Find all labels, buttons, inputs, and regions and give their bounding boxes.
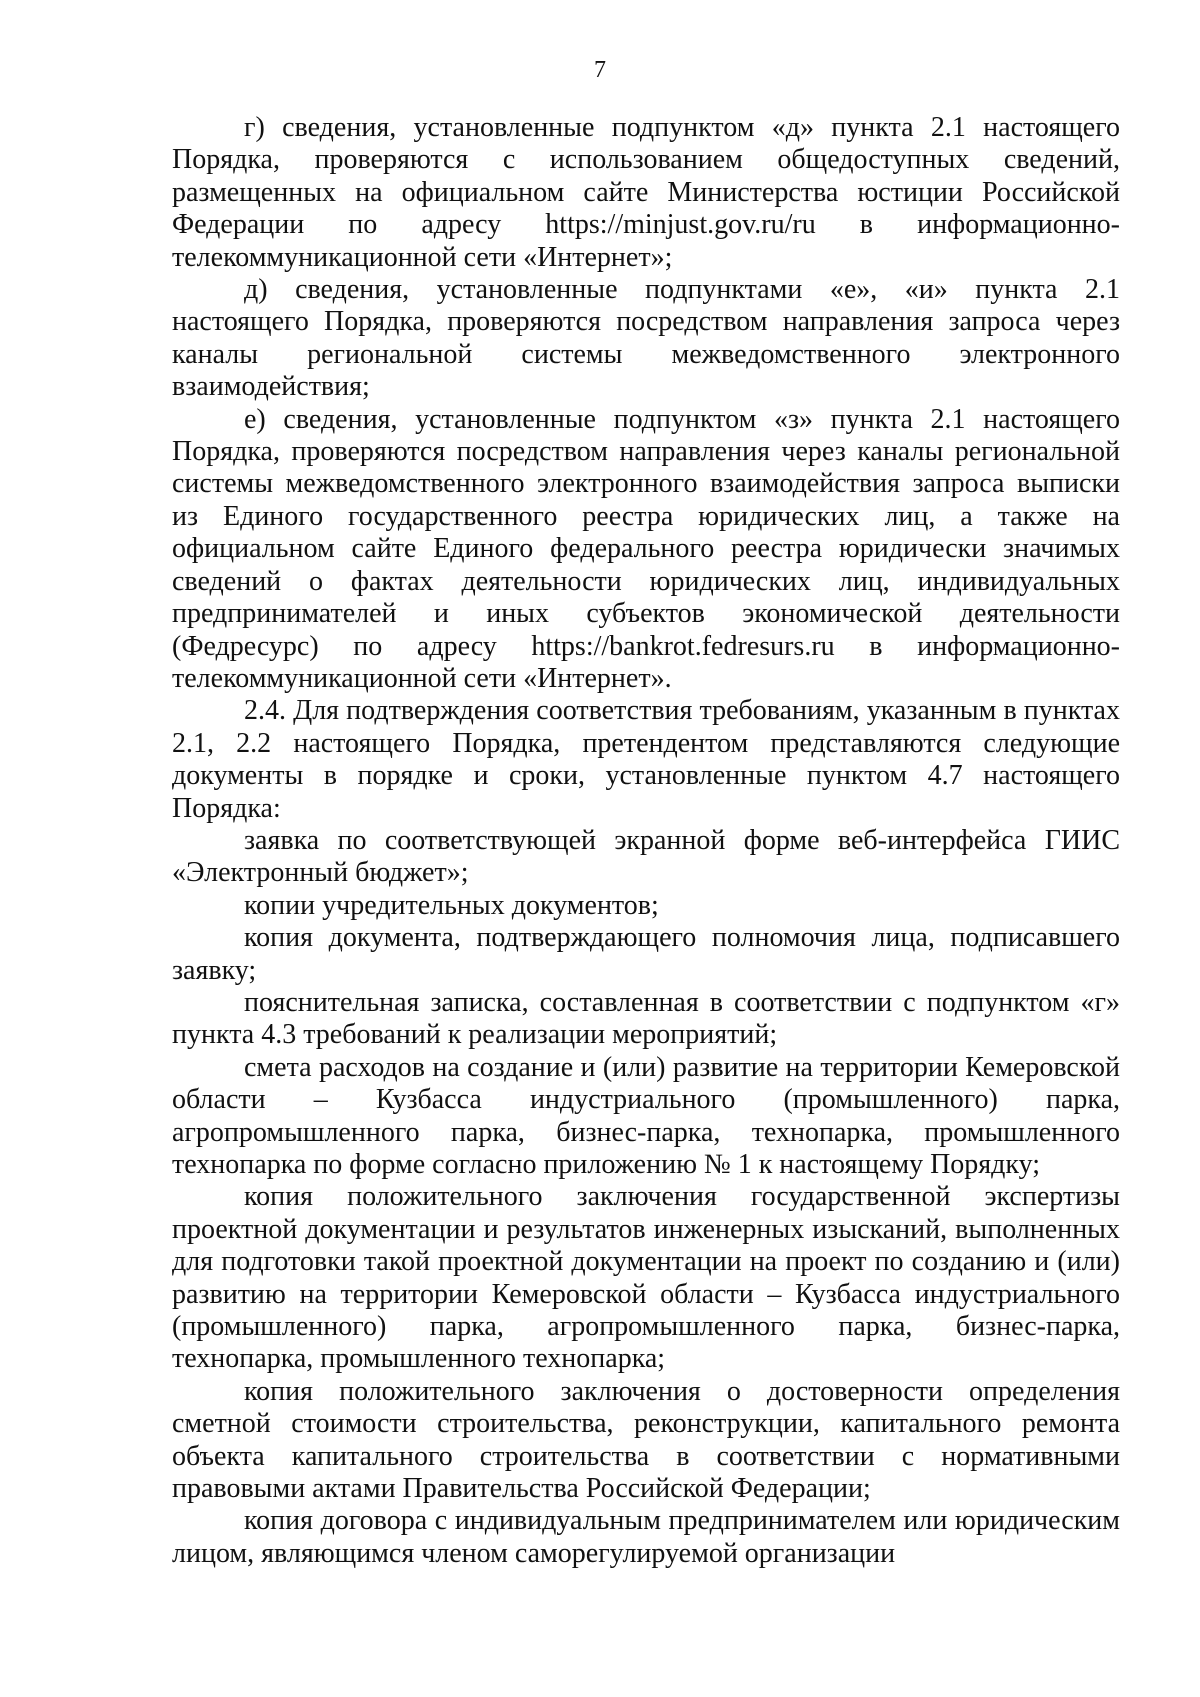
paragraph-list-explanatory-note: пояснительная записка, составленная в соответствии с подпунктом «г» пункта 4.3 требований к реализации мероприятий; (172, 986, 1120, 1051)
paragraph-list-expertise-conclusion: копия положительного заключения государственной экспертизы проектной документации и результатов инженерных изысканий, выполненных для подготовки такой проектной документации на проект по созданию и (или) развитию на территории Кемеровской области – Кузбасса индустриального (промышленного) парка, агропромышленного парка, бизнес-парка, технопарка, промышленного технопарка; (172, 1181, 1120, 1375)
page-number: 7 (594, 57, 606, 83)
paragraph-item-g: г) сведения, установленные подпунктом «д» пункта 2.1 настоящего Порядка, проверяются с использованием общедоступных сведений, размещенных на официальном сайте Министерства юстиции Российской Федерации по адресу https://minjust.gov.ru/ru в информационно-телекоммуникационной сети «Интернет»; (172, 112, 1120, 273)
paragraph-section-2-4: 2.4. Для подтверждения соответствия требованиям, указанным в пунктах 2.1, 2.2 настоящего Порядка, претендентом представляются следующие документы в порядке и сроки, установленные пунктом 4.7 настоящего Порядка: (172, 695, 1120, 824)
paragraph-item-e: е) сведения, установленные подпунктом «з» пункта 2.1 настоящего Порядка, проверяются посредством направления через каналы региональной системы межведомственного электронного взаимодействия запроса выписки из Единого государственного реестра юридических лиц, а также на официальном сайте Единого федерального реестра юридически значимых сведений о фактах деятельности юридических лиц, индивидуальных предпринимателей и иных субъектов экономической деятельности (Федресурс) по адресу https://bankrot.fedresurs.ru в информационно-телекоммуникационной сети «Интернет». (172, 403, 1120, 694)
paragraph-list-cost-estimate: смета расходов на создание и (или) развитие на территории Кемеровской области – Кузбасса индустриального (промышленного) парка, агропромышленного парка, бизнес-парка, технопарка, промышленного технопарка по форме согласно приложению № 1 к настоящему Порядку; (172, 1051, 1120, 1180)
paragraph-list-cost-reliability: копия положительного заключения о достоверности определения сметной стоимости строительства, реконструкции, капитального ремонта объекта капитального строительства в соответствии с нормативными правовыми актами Правительства Российской Федерации; (172, 1375, 1120, 1505)
paragraph-list-contract-copy: копия договора с индивидуальным предпринимателем или юридическим лицом, являющимся членом саморегулируемой организации (172, 1505, 1120, 1569)
paragraph-list-founding-documents: копии учредительных документов; (244, 889, 659, 921)
document-body (172, 112, 1120, 1570)
paragraph-list-authority-document: копия документа, подтверждающего полномочия лица, подписавшего заявку; (172, 922, 1120, 986)
paragraph-list-application: заявка по соответствующей экранной форме веб-интерфейса ГИИС «Электронный бюджет»; (172, 824, 1120, 889)
paragraph-item-d: д) сведения, установленные подпунктами «е», «и» пункта 2.1 настоящего Порядка, проверяются посредством направления запроса через каналы региональной системы межведомственного электронного взаимодействия; (172, 274, 1120, 403)
